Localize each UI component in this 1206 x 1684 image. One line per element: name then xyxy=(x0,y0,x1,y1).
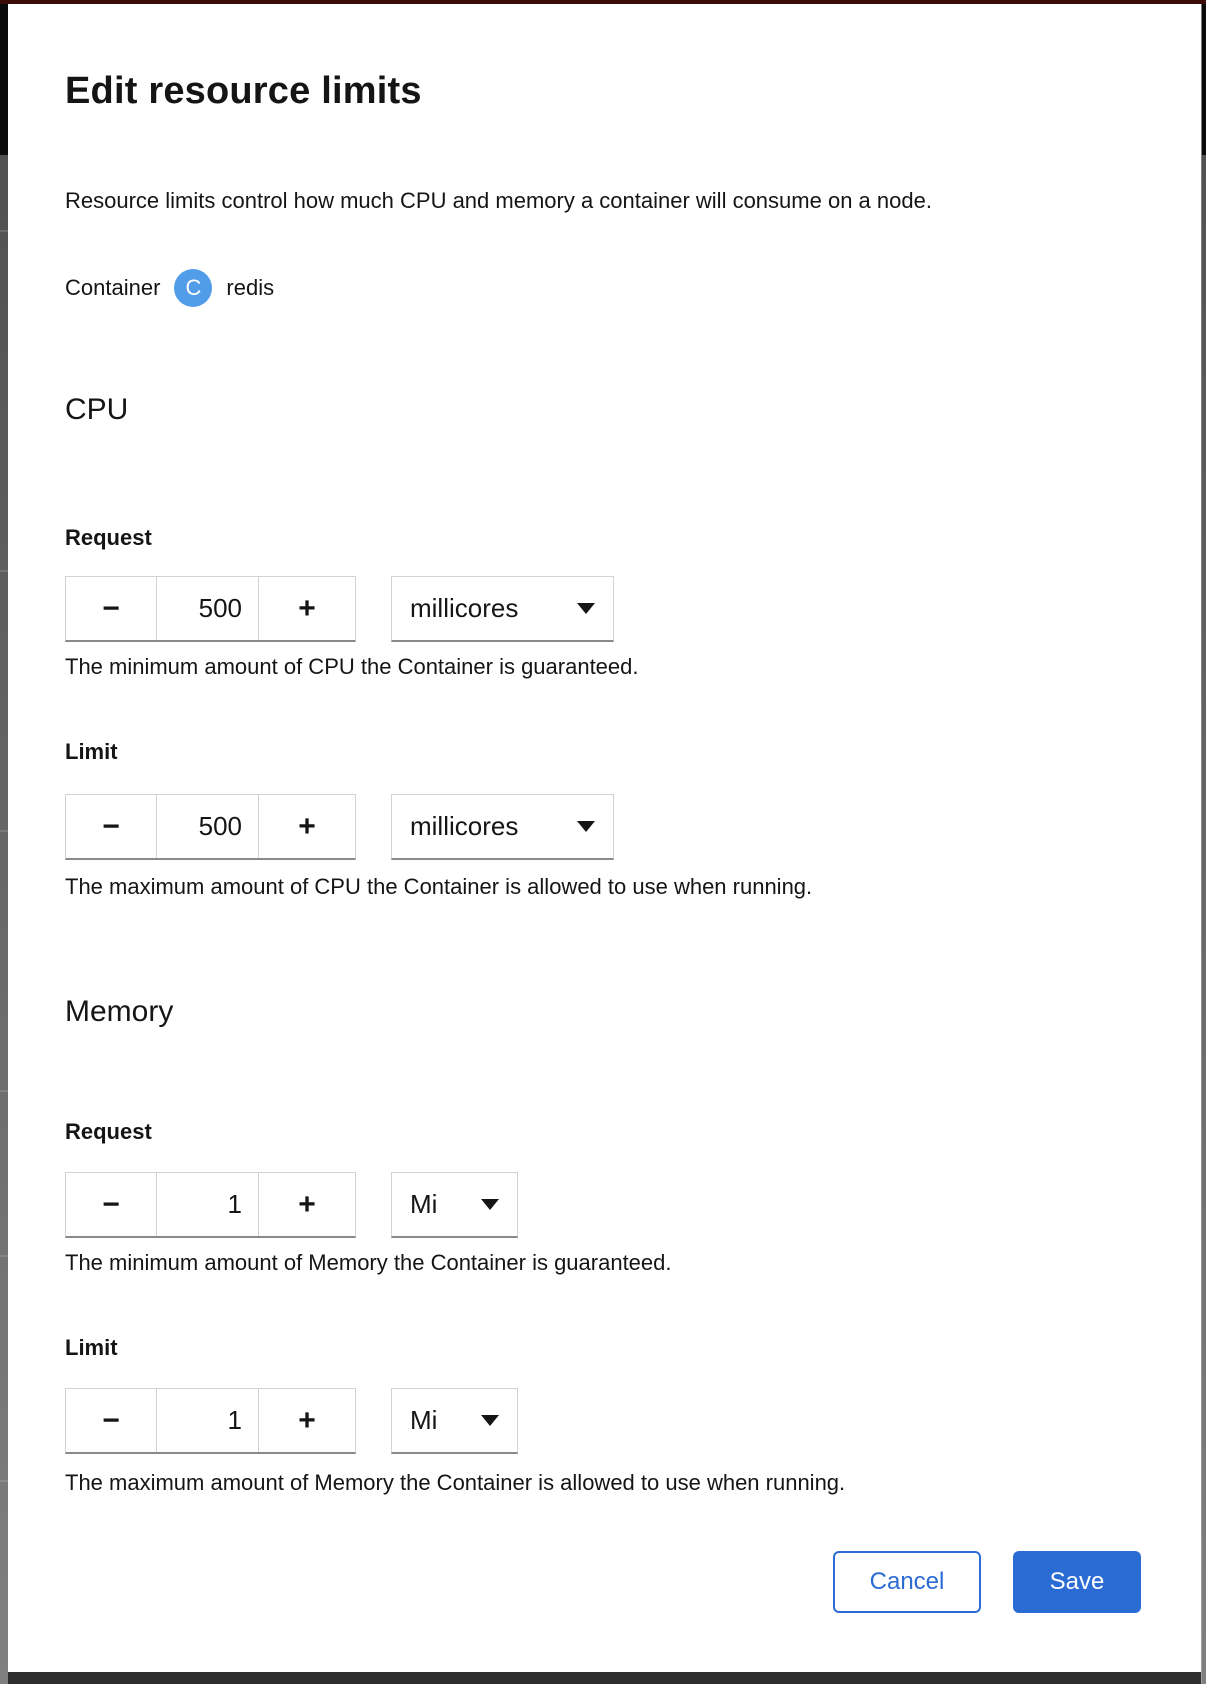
container-badge-icon: C xyxy=(174,269,212,307)
section-heading-memory: Memory xyxy=(65,995,174,1028)
divider xyxy=(0,230,8,232)
minus-button[interactable]: − xyxy=(66,795,156,858)
unit-dropdown-value: Mi xyxy=(410,1189,438,1219)
caret-down-icon xyxy=(481,1415,499,1426)
cpu-limit-value-input[interactable] xyxy=(156,795,259,858)
cpu-request-label: Request xyxy=(65,525,152,550)
memory-limit-stepper xyxy=(65,1388,356,1454)
unit-dropdown-value: millicores xyxy=(410,811,519,841)
memory-request-stepper xyxy=(65,1172,356,1238)
divider xyxy=(0,570,8,572)
minus-button[interactable]: − xyxy=(66,1173,156,1236)
cpu-limit-help-text: The maximum amount of CPU the Container is allowed to use when running. xyxy=(65,874,813,899)
memory-limit-row xyxy=(65,1388,518,1454)
caret-down-icon xyxy=(577,603,595,614)
cpu-request-row xyxy=(65,576,614,642)
caret-down-icon xyxy=(481,1199,499,1210)
memory-limit-value-input[interactable] xyxy=(156,1389,259,1452)
cpu-request-unit-dropdown[interactable] xyxy=(391,576,614,642)
container-name: redis xyxy=(226,275,275,300)
dimmed-sidebar-top xyxy=(0,4,8,155)
minus-button[interactable]: − xyxy=(66,577,156,640)
divider xyxy=(0,1090,8,1092)
modal-title: Edit resource limits xyxy=(65,70,422,112)
memory-request-label: Request xyxy=(65,1119,152,1144)
divider xyxy=(0,1480,8,1482)
unit-dropdown-value: Mi xyxy=(410,1405,438,1435)
caret-down-icon xyxy=(577,821,595,832)
memory-request-value-input[interactable] xyxy=(156,1173,259,1236)
modal-description: Resource limits control how much CPU and memory a container will consume on a node. xyxy=(65,188,932,213)
plus-button[interactable]: + xyxy=(259,1389,355,1452)
section-heading-cpu: CPU xyxy=(65,393,129,426)
minus-button[interactable]: − xyxy=(66,1389,156,1452)
memory-limit-label: Limit xyxy=(65,1335,118,1360)
container-row xyxy=(65,268,274,308)
cpu-request-stepper xyxy=(65,576,356,642)
container-label: Container xyxy=(65,275,161,300)
edit-resource-limits-modal xyxy=(8,4,1201,1672)
memory-request-unit-dropdown[interactable] xyxy=(391,1172,518,1238)
cpu-limit-row xyxy=(65,794,614,860)
memory-limit-unit-dropdown[interactable] xyxy=(391,1388,518,1454)
plus-button[interactable]: + xyxy=(259,795,355,858)
memory-request-row xyxy=(65,1172,518,1238)
memory-request-help-text: The minimum amount of Memory the Container is guaranteed. xyxy=(65,1250,672,1275)
save-button[interactable]: Save xyxy=(1013,1551,1141,1613)
cpu-request-value-input[interactable] xyxy=(156,577,259,640)
plus-button[interactable]: + xyxy=(259,1173,355,1236)
cpu-limit-stepper xyxy=(65,794,356,860)
dimmed-background-right xyxy=(1201,4,1206,1684)
memory-limit-help-text: The maximum amount of Memory the Container is allowed to use when running. xyxy=(65,1470,846,1495)
cpu-limit-unit-dropdown[interactable] xyxy=(391,794,614,860)
cpu-limit-label: Limit xyxy=(65,739,118,764)
plus-button[interactable]: + xyxy=(259,577,355,640)
divider xyxy=(0,1255,8,1257)
dimmed-background-left xyxy=(0,4,8,1684)
cpu-request-help-text: The minimum amount of CPU the Container is guaranteed. xyxy=(65,654,639,679)
dimmed-background-right-top xyxy=(1202,4,1206,155)
modal-footer xyxy=(833,1551,1141,1613)
divider xyxy=(0,830,8,832)
cancel-button[interactable]: Cancel xyxy=(833,1551,981,1613)
unit-dropdown-value: millicores xyxy=(410,593,519,623)
